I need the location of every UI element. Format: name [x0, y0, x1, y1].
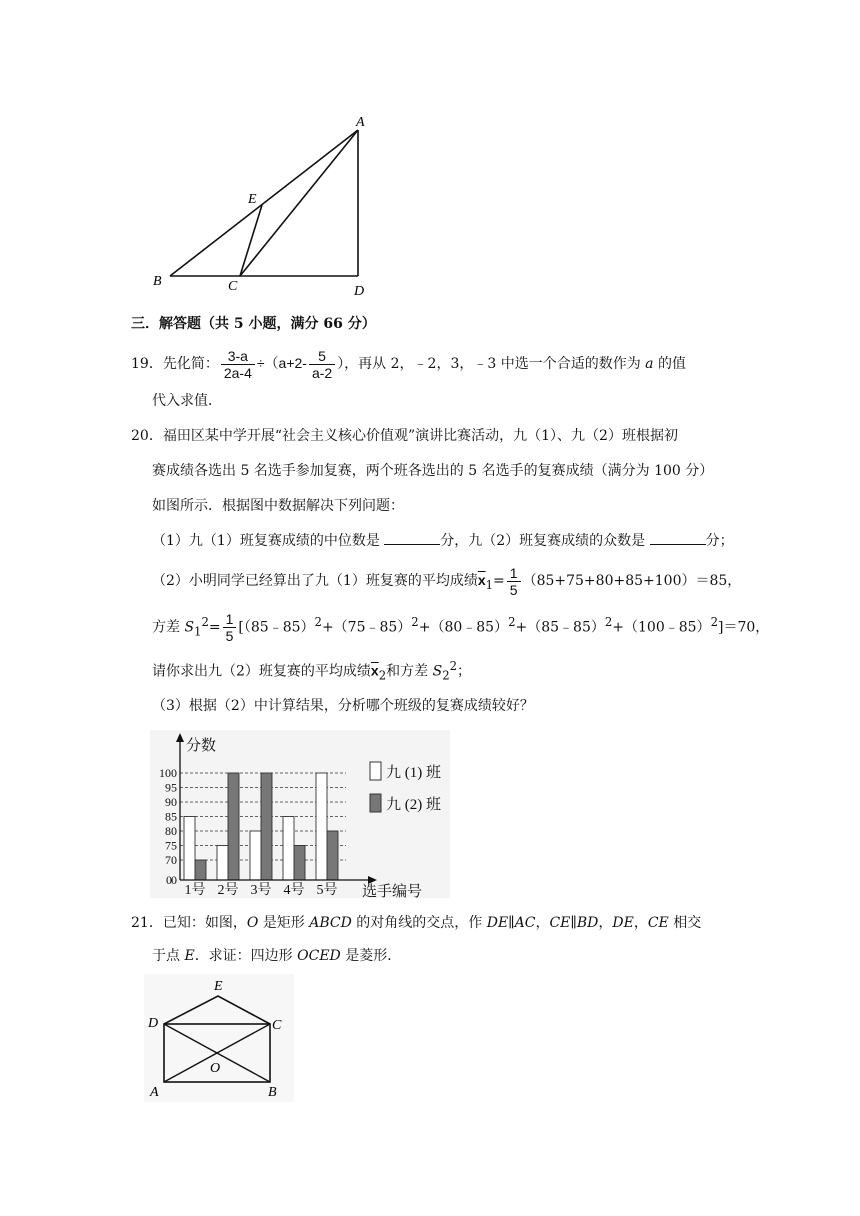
answer-blank-median[interactable]	[384, 530, 440, 545]
q21-text-a: 已知：如图，	[162, 915, 247, 931]
y-tick-label-95: 95	[165, 780, 177, 795]
label-C: C	[272, 1018, 282, 1033]
segment-CA	[240, 130, 358, 276]
y-axis-label: 分数	[186, 738, 217, 754]
y-tick-label-90: 90	[165, 795, 177, 809]
bar-1-3	[250, 831, 261, 880]
variance-fraction	[223, 611, 237, 644]
variance-result: ]＝70，	[717, 619, 770, 636]
q20-number: 20．	[131, 428, 163, 444]
x-tick-label-3: 3号	[250, 883, 272, 898]
q21-DE-parallel-AC: DE∥AC	[486, 915, 536, 931]
comma: ，	[633, 915, 648, 931]
q21-text-g: 是菱形．	[340, 948, 402, 964]
label-D: D	[354, 284, 365, 299]
q21-text-d: 相交	[668, 915, 702, 931]
y-tick-label-75: 75	[165, 838, 177, 853]
bar-2-2	[228, 773, 239, 880]
q21-line2	[152, 946, 401, 966]
q20-part3: （3）根据（2）中计算结果，分析哪个班级的复赛成绩较好？	[152, 698, 534, 714]
q19-lead: 先化简：	[162, 356, 219, 372]
variance-term-5: +（100﹣85）	[612, 619, 711, 636]
fifth-numerator: 1	[507, 565, 521, 582]
x-tick-label-2: 2号	[217, 883, 239, 898]
legend-swatch-2	[370, 794, 381, 812]
q21-CE-parallel-BD: CE∥BD	[549, 915, 599, 931]
legend-label-2: 九 (2) 班	[386, 797, 441, 813]
fifth-denominator: 5	[509, 581, 518, 598]
q19-line2: 代入求值．	[152, 393, 222, 409]
q20-text1: 福田区某中学开展“社会主义核心价值观”演讲比赛活动，九（1）、九（2）班根据初	[162, 428, 678, 444]
segment-EC	[240, 205, 262, 276]
origin-label: 0	[166, 873, 172, 887]
q21-text-c: 的对角线的交点，作	[351, 915, 487, 931]
equals-sign: =	[493, 573, 505, 589]
bar-1-2	[217, 846, 228, 881]
variance-frac-num: 1	[223, 611, 237, 628]
x-tick-label-1: 1号	[184, 883, 206, 898]
variance-s2-sub: 2	[442, 668, 450, 683]
bar-1-1	[184, 817, 195, 881]
label-C: C	[228, 279, 238, 294]
bar-1-4	[283, 817, 294, 881]
q21-ABCD: ABCD	[309, 915, 352, 931]
q19-close: ），再从 2，﹣2，3，﹣3 中选一个合适的数作为	[337, 356, 646, 372]
mean-x1-sub: 1	[485, 577, 494, 592]
comma: ，	[535, 915, 550, 931]
mean-x2-sub: 2	[378, 668, 387, 683]
bar-2-4	[294, 846, 305, 881]
legend-swatch-1	[370, 762, 381, 780]
q21-DE: DE	[612, 915, 634, 931]
q21-line1	[131, 913, 701, 933]
triangle-figure	[148, 110, 378, 300]
score-bar-chart	[150, 730, 450, 898]
y-tick-label-0: 0	[171, 873, 177, 887]
y-tick-label-80: 80	[165, 824, 177, 838]
frac2-denominator: a-2	[311, 364, 333, 381]
rectangle-figure	[144, 974, 294, 1102]
bar-1-5	[316, 773, 327, 880]
variance-frac-den: 5	[225, 628, 234, 645]
label-E: E	[214, 979, 223, 994]
q20-line3: 如图所示．根据图中数据解决下列问题：	[152, 498, 404, 514]
frac2-numerator: 5	[309, 348, 335, 365]
variance-term-1: [（85﹣85）	[238, 619, 315, 636]
mean-x1-symbol: $\overline{x}$	[477, 572, 486, 588]
part1-text-b: 分，九（2）班复赛成绩的众数是	[440, 533, 650, 549]
bar-2-1	[195, 860, 206, 880]
q21-text-b: 是矩形	[258, 915, 310, 931]
part2-text-a: （2）小明同学已经算出了九（1）班复赛的平均成绩	[152, 573, 478, 589]
q19-fraction-2	[309, 348, 335, 381]
part1-text-c: 分；	[705, 533, 734, 549]
y-tick-label-100: 100	[159, 766, 177, 780]
q20-line2: 赛成绩各选出 5 名选手参加复赛，两个班各选出的 5 名选手的复赛成绩（满分为 100 分）	[152, 463, 714, 479]
q19-tail: 的值	[653, 356, 686, 372]
legend-label-1: 九 (1) 班	[386, 765, 441, 781]
q19-operator: ÷（a+2-	[256, 355, 307, 371]
answer-blank-mode[interactable]	[650, 530, 706, 545]
ask-text-b: 和方差	[386, 663, 433, 680]
x-tick-label-5: 5号	[316, 883, 338, 898]
q21-OCED: OCED	[297, 948, 341, 964]
q20-part1	[152, 530, 734, 551]
q20-part2-ask: 请你求出九（2）班复赛的平均成绩$\overline{x}_2$和方差 $S_2^2$；	[152, 659, 472, 683]
q21-number: 21．	[131, 915, 163, 931]
fraction-one-fifth	[507, 565, 521, 598]
x-tick-label-4: 4号	[283, 883, 305, 898]
variance-term-3: +（80﹣85）	[418, 619, 509, 636]
variance-sub: 1	[194, 624, 202, 639]
y-tick-label-85: 85	[165, 809, 177, 824]
q20-variance-line: 方差 $S_1^2=$ $\frac{1}{5}$ [（85﹣85）$^2$+（75﹣85）$^2$+（80﹣85）$^2$+（85﹣85）$^2$+（100﹣85）$^2$]＝70，	[152, 611, 770, 645]
q21-E: E	[184, 948, 195, 964]
label-O: O	[210, 1061, 221, 1076]
variance-term-4: +（85﹣85）	[515, 619, 605, 636]
q19-line1	[131, 346, 686, 380]
label-B: B	[153, 274, 162, 289]
frac1-numerator: 3-a	[221, 348, 255, 365]
q21-CE: CE	[647, 915, 669, 931]
q21-text-e: 于点	[152, 948, 185, 964]
q19-fraction-1	[221, 348, 255, 381]
label-E: E	[248, 192, 257, 207]
q19-number: 19．	[131, 356, 163, 372]
ask-text-a: 请你求出九（2）班复赛的平均成绩	[152, 663, 371, 680]
label-B: B	[268, 1085, 277, 1100]
ask-text-c: ；	[457, 663, 472, 680]
part1-text-a: （1）九（1）班复赛成绩的中位数是	[152, 533, 385, 549]
label-A: A	[150, 1085, 159, 1100]
x-axis-label: 选手编号	[362, 884, 423, 898]
variance-label: 方差	[152, 619, 185, 636]
q21-text-f: ．求证：四边形	[194, 948, 298, 964]
part2-text-b: （85+75+80+85+100）＝85，	[522, 573, 742, 589]
label-D: D	[148, 1016, 159, 1031]
comma: ，	[598, 915, 613, 931]
frac1-denominator: 2a-4	[223, 364, 252, 381]
section-title: 三．解答题（共 5 小题，满分 66 分）	[131, 316, 376, 332]
q20-line1	[131, 426, 678, 446]
bar-2-5	[327, 831, 338, 880]
y-tick-label-70: 70	[165, 853, 177, 867]
q20-part2	[152, 562, 741, 598]
variance-s2-symbol: S	[432, 663, 443, 680]
variance-term-2: +（75﹣85）	[321, 619, 412, 636]
variance-symbol: S	[184, 619, 195, 636]
mean-x2-symbol: $\overline{x}$	[370, 662, 379, 679]
q19-var: a	[645, 356, 654, 372]
q21-O: O	[246, 915, 259, 931]
label-A: A	[356, 115, 365, 130]
segment-BA	[170, 130, 358, 276]
bar-2-3	[261, 773, 272, 880]
